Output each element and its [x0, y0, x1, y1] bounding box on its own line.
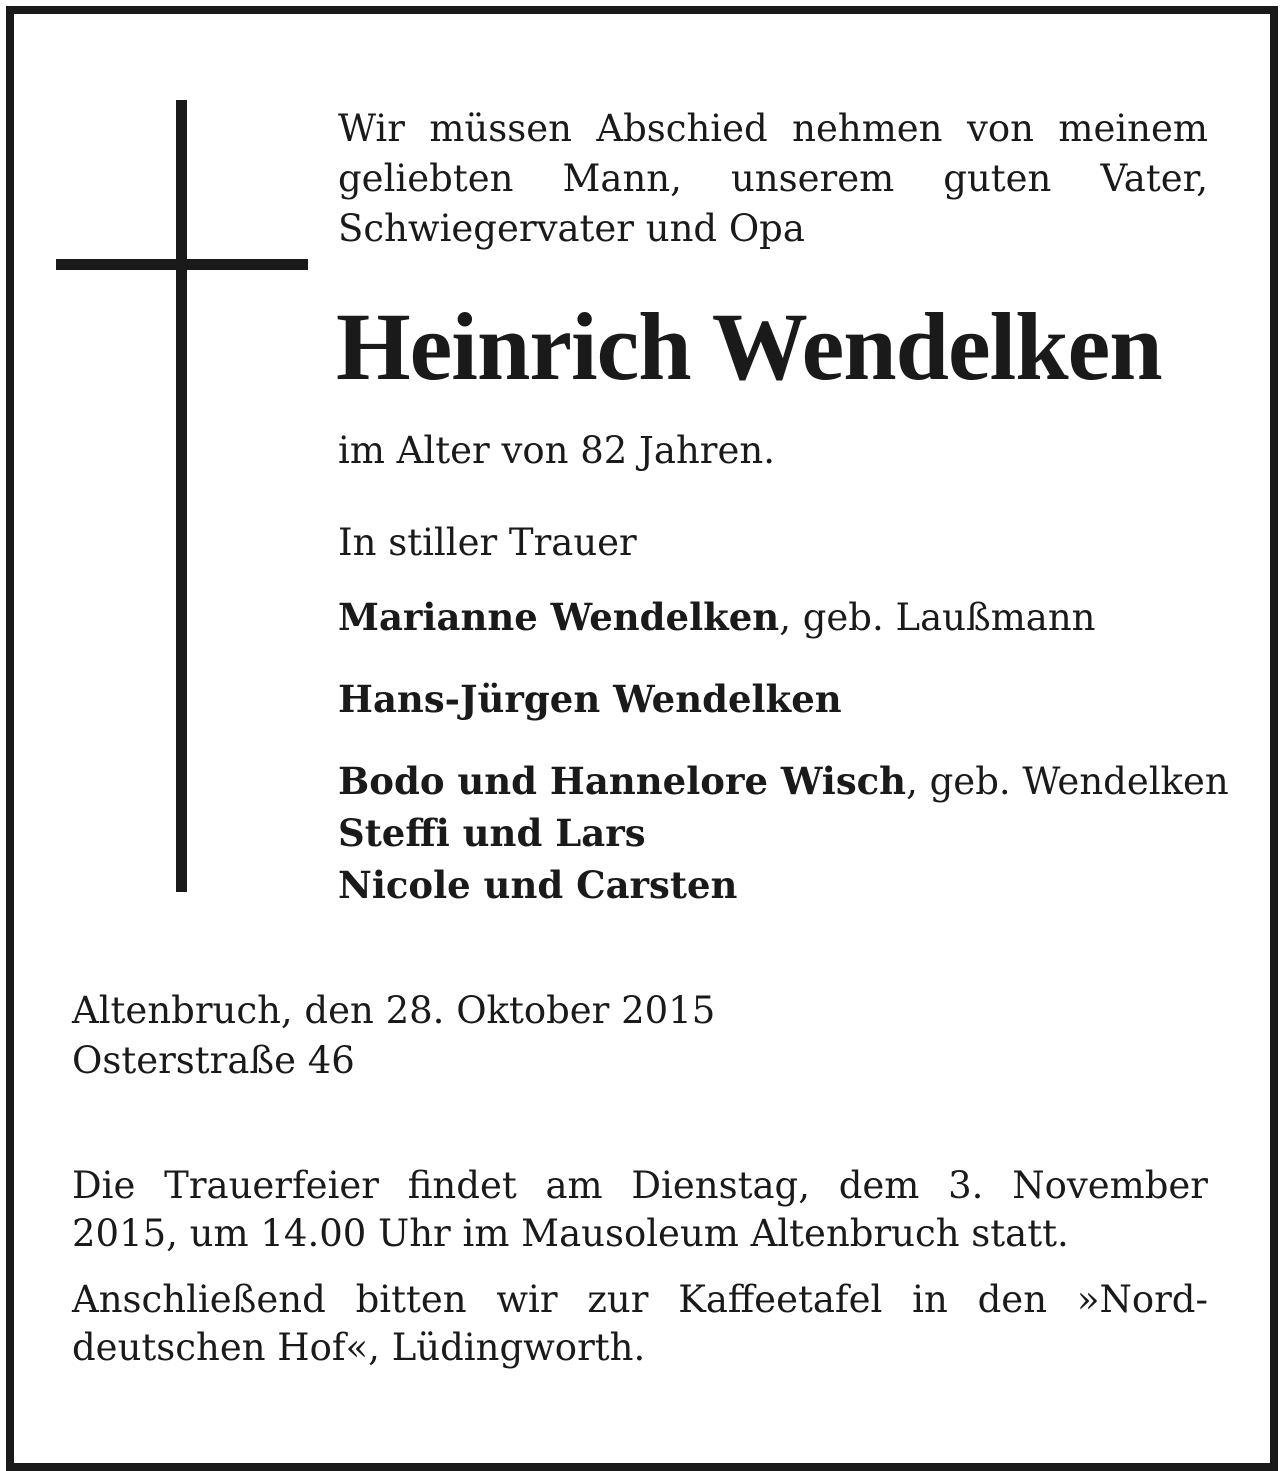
place-date: Altenbruch, den 28. Oktober 2015: [72, 989, 716, 1032]
coffee-line-1: Anschließend bitten wir zur Kaffeetafel in den »Nord-: [72, 1278, 1208, 1321]
coffee-line-2: deutschen Hof«, Lüdingworth.: [72, 1326, 646, 1369]
mourning-heading: In stiller Trauer: [338, 521, 637, 564]
age-text: im Alter von 82 Jahren.: [338, 429, 775, 472]
deceased-name: Heinrich Wendelken: [336, 293, 1162, 400]
mourner-name: Hans-Jürgen Wendelken: [338, 677, 842, 721]
mourner-entry: [338, 808, 646, 859]
mourner-entry: [338, 756, 1229, 807]
obituary-frame: [6, 6, 1278, 1471]
mourner-name: Steffi und Lars: [338, 811, 646, 855]
mourner-entry: [338, 674, 842, 725]
cross-icon-horizontal-bar: [56, 259, 308, 270]
coffee-paragraph: [72, 1276, 1208, 1372]
mourner-name: Marianne Wendelken: [338, 595, 780, 639]
mourner-suffix: , geb. Laußmann: [779, 596, 1096, 639]
mourner-name: Nicole und Carsten: [338, 863, 738, 907]
mourner-entry: [338, 592, 1096, 643]
ceremony-line-2: 2015, um 14.00 Uhr im Mausoleum Altenbruch statt.: [72, 1212, 1069, 1255]
mourner-entry: [338, 860, 737, 911]
street-address: Osterstraße 46: [72, 1039, 355, 1082]
cross-icon-vertical-bar: [176, 100, 187, 892]
intro-text: [338, 104, 1208, 254]
intro-line-2: geliebten Mann, unserem guten Vater,: [338, 157, 1208, 200]
mourner-name: Bodo und Hannelore Wisch: [338, 759, 907, 803]
mourner-suffix: , geb. Wendelken: [906, 760, 1229, 803]
address-block: [72, 986, 715, 1086]
intro-line-3: Schwiegervater und Opa: [338, 207, 805, 250]
intro-line-1: Wir müssen Abschied nehmen von meinem: [338, 107, 1208, 150]
ceremony-paragraph: [72, 1162, 1208, 1258]
ceremony-line-1: Die Trauerfeier findet am Dienstag, dem 3. November: [72, 1164, 1208, 1207]
